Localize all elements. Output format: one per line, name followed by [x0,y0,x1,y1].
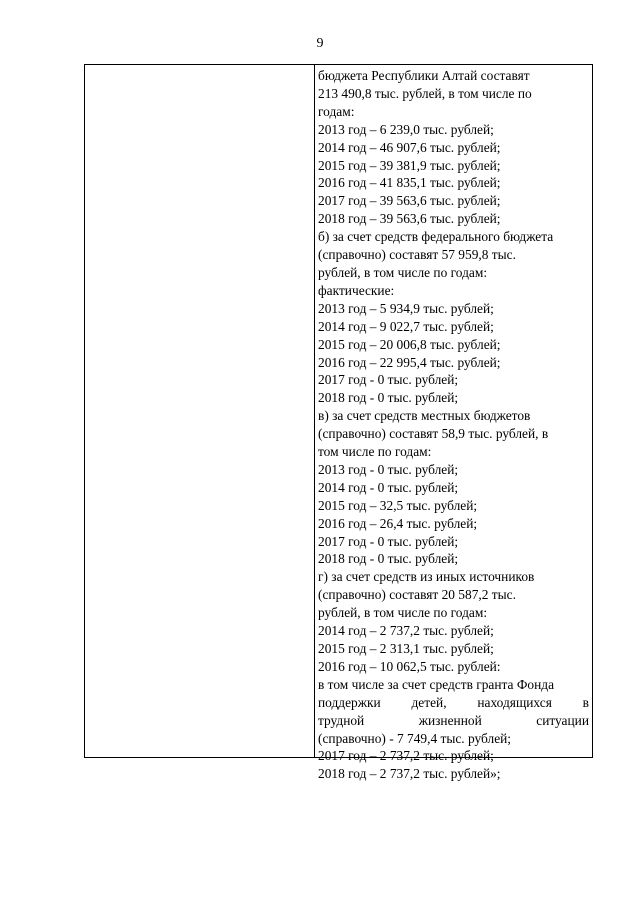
text-line: бюджета Республики Алтай составят [318,68,530,83]
text-line: трудной жизненной ситуации [318,712,589,728]
table-right-cell [318,67,589,783]
text-line: 2015 год – 20 006,8 тыс. рублей; [318,336,501,352]
text-line: 2017 год - 0 тыс. рублей; [318,533,459,549]
text-line: в) за счет средств местных бюджетов [318,408,531,424]
text-line: 2016 год – 26,4 тыс. рублей; [318,515,478,531]
text-line: 2013 год - 0 тыс. рублей; [318,461,459,477]
text-line: 2017 год – 39 563,6 тыс. рублей; [318,193,501,209]
text-line: 2016 год – 10 062,5 тыс. рублей: [318,658,501,674]
text-line: поддержки детей, находящихся в [318,694,589,710]
text-line: 2014 год - 0 тыс. рублей; [318,479,459,495]
text-line: том числе по годам: [318,444,432,460]
text-line: (справочно) составят 57 959,8 тыс. [318,247,516,263]
column-divider [314,65,315,757]
document-table [84,64,593,782]
text-line: 2014 год – 9 022,7 тыс. рублей; [318,318,494,334]
text-line: в том числе за счет средств гранта Фонда [318,676,555,692]
text-line: 2017 год – 2 737,2 тыс. рублей; [318,748,494,764]
text-line: 2014 год – 2 737,2 тыс. рублей; [318,623,494,639]
text-line: 2018 год – 39 563,6 тыс. рублей; [318,211,501,227]
page-number: 9 [316,36,324,51]
text-line: (справочно) составят 20 587,2 тыс. [318,587,516,603]
text-line: 2013 год – 6 239,0 тыс. рублей; [318,121,494,137]
text-line: 2018 год - 0 тыс. рублей; [318,551,459,567]
text-line: 2016 год – 22 995,4 тыс. рублей; [318,354,501,370]
text-line: (справочно) составят 58,9 тыс. рублей, в [318,426,549,442]
text-line: 2016 год – 41 835,1 тыс. рублей; [318,175,501,191]
text-line: 2018 год – 2 737,2 тыс. рублей»; [318,766,501,782]
text-line: рублей, в том числе по годам: [318,605,488,621]
text-line: 2015 год – 39 381,9 тыс. рублей; [318,157,501,173]
text-line: (справочно) - 7 749,4 тыс. рублей; [318,730,512,746]
text-line: годам: [318,103,355,119]
text-line: 213 490,8 тыс. рублей, в том числе по [318,85,532,101]
text-line: 2018 год - 0 тыс. рублей; [318,390,459,406]
text-line: б) за счет средств федерального бюджета [318,229,554,245]
text-line: г) за счет средств из иных источников [318,569,535,585]
text-line: 2013 год – 5 934,9 тыс. рублей; [318,300,494,316]
text-line: фактические: [318,282,395,298]
text-line: рублей, в том числе по годам: [318,264,488,280]
text-line: 2015 год – 32,5 тыс. рублей; [318,497,478,513]
text-line: 2017 год - 0 тыс. рублей; [318,372,459,388]
text-line: 2015 год – 2 313,1 тыс. рублей; [318,641,494,656]
text-line: 2014 год – 46 907,6 тыс. рублей; [318,139,501,155]
